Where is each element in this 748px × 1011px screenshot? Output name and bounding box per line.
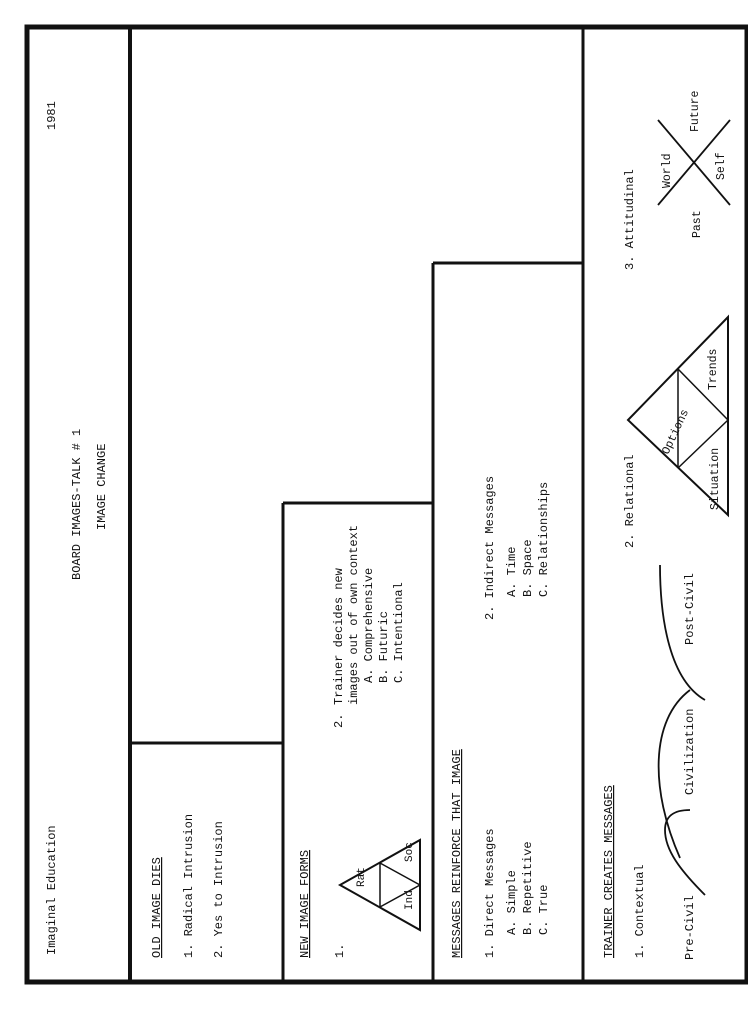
year: 1981 bbox=[45, 101, 59, 130]
new-image-subitem-a: A. Comprehensive bbox=[362, 567, 376, 683]
civilization-arcs bbox=[659, 565, 705, 960]
new-image-item-1: 1. bbox=[333, 943, 347, 958]
relational-title: 2. Relational bbox=[623, 454, 637, 548]
rat-ind-soc-triangle bbox=[340, 840, 420, 930]
new-image-heading: NEW IMAGE FORMS bbox=[298, 849, 312, 958]
new-image-item-2-line-1: Trainer decides new bbox=[332, 568, 346, 705]
contextual-label-precivil: Pre-Civil bbox=[683, 895, 697, 960]
attitudinal-label-past: Past bbox=[691, 210, 704, 238]
relational-label-situation: Situation bbox=[709, 447, 722, 510]
new-image-item-2-number: 2. bbox=[332, 713, 346, 728]
indirect-item-b: B. Space bbox=[521, 539, 535, 597]
page-subtitle: IMAGE CHANGE bbox=[95, 443, 109, 530]
direct-messages-title: 1. Direct Messages bbox=[483, 828, 497, 958]
indirect-item-a: A. Time bbox=[505, 546, 519, 597]
triangle-label-soc: Soc bbox=[404, 842, 416, 862]
triangle-label-rat: Rat bbox=[356, 867, 368, 887]
contextual-title: 1. Contextual bbox=[633, 864, 647, 958]
indirect-item-c: C. Relationships bbox=[537, 481, 551, 597]
direct-item-a: A. Simple bbox=[505, 870, 519, 935]
attitudinal-label-future: Future bbox=[689, 90, 702, 132]
old-image-item-1: 1. Radical Intrusion bbox=[182, 813, 196, 958]
past-future-cross bbox=[658, 90, 730, 238]
indirect-messages-title: 2. Indirect Messages bbox=[483, 475, 497, 620]
relational-label-trends: Trends bbox=[707, 348, 720, 390]
new-image-subitem-b: B. Futuric bbox=[377, 610, 391, 683]
attitudinal-label-self: Self bbox=[715, 152, 728, 180]
old-image-heading: OLD IMAGE DIES bbox=[150, 857, 164, 958]
attitudinal-title: 3. Attitudinal bbox=[623, 169, 637, 270]
direct-item-c: C. True bbox=[537, 884, 551, 935]
org-name: Imaginal Education bbox=[45, 825, 59, 955]
messages-heading: MESSAGES REINFORCE THAT IMAGE bbox=[450, 749, 464, 958]
relational-label-options: Options bbox=[659, 407, 693, 457]
triangle-label-ind: Ind bbox=[404, 890, 416, 910]
options-situation-trends-triangle bbox=[628, 317, 728, 515]
trainer-heading: TRAINER CREATES MESSAGES bbox=[602, 785, 616, 958]
old-image-item-2: 2. Yes to Intrusion bbox=[212, 821, 226, 958]
contextual-label-postcivil: Post-Civil bbox=[683, 572, 697, 645]
new-image-item-2-line-2: images out of own context bbox=[347, 524, 361, 705]
contextual-label-civilization: Civilization bbox=[683, 708, 697, 795]
page-title: BOARD IMAGES-TALK # 1 bbox=[70, 428, 84, 580]
direct-item-b: B. Repetitive bbox=[521, 841, 535, 935]
attitudinal-label-world: World bbox=[661, 153, 674, 188]
new-image-subitem-c: C. Intentional bbox=[392, 582, 406, 683]
